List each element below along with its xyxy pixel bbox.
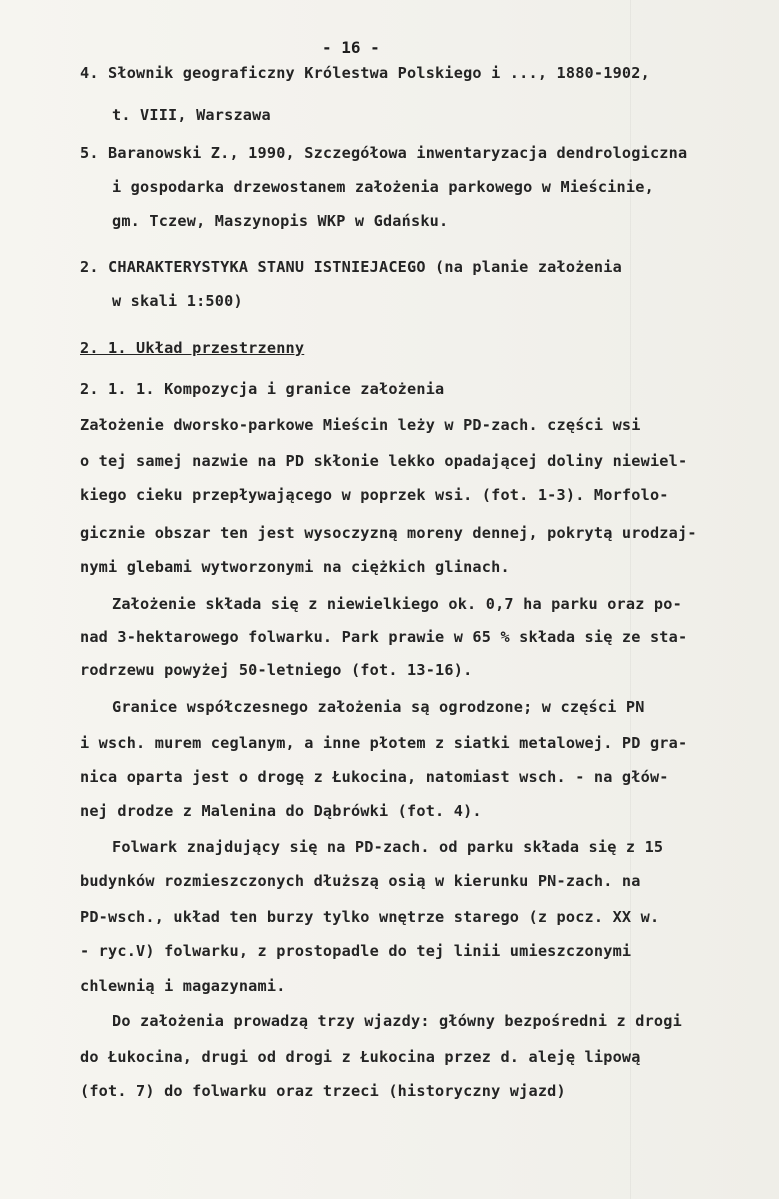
body-line: (fot. 7) do folwarku oraz trzeci (historyczny wjazd) [80,1082,566,1100]
body-line: nej drodze z Malenina do Dąbrówki (fot. 4). [80,802,482,820]
body-line: - ryc.V) folwarku, z prostopadle do tej linii umieszczonymi [80,942,632,960]
body-line: rodrzewu powyżej 50-letniego (fot. 13-16). [80,661,473,679]
body-line: nad 3-hektarowego folwarku. Park prawie w 65 % składa się ze sta- [80,628,688,646]
bibliography-item-5-line-1: 5. Baranowski Z., 1990, Szczegółowa inwentaryzacja dendrologiczna [80,144,688,162]
bibliography-item-4-line-2: t. VIII, Warszawa [112,106,271,124]
body-line: o tej samej nazwie na PD skłonie lekko opadającej doliny niewiel- [80,452,688,470]
bibliography-item-5-line-2: i gospodarka drzewostanem założenia parkowego w Mieścinie, [112,178,654,196]
body-line: nymi glebami wytworzonymi na ciężkich glinach. [80,558,510,576]
subsubsection-heading: 2. 1. 1. Kompozycja i granice założenia [80,380,445,398]
bibliography-item-5-line-3: gm. Tczew, Maszynopis WKP w Gdańsku. [112,212,449,230]
body-line: PD-wsch., układ ten burzy tylko wnętrze starego (z pocz. XX w. [80,908,660,926]
page-number: - 16 - [322,38,380,57]
section-heading-line-2: w skali 1:500) [112,292,243,310]
body-line: budynków rozmieszczonych dłuższą osią w kierunku PN-zach. na [80,872,641,890]
body-line: Granice współczesnego założenia są ogrodzone; w części PN [112,698,645,716]
body-line: Założenie składa się z niewielkiego ok. 0,7 ha parku oraz po- [112,595,682,613]
body-line: kiego cieku przepływającego w poprzek wsi. (fot. 1-3). Morfolo- [80,486,669,504]
body-line: Folwark znajdujący się na PD-zach. od parku składa się z 15 [112,838,664,856]
body-line: do Łukocina, drugi od drogi z Łukocina przez d. aleję lipową [80,1048,641,1066]
section-heading-line-1: 2. CHARAKTERYSTYKA STANU ISTNIEJACEGO (na planie założenia [80,258,622,276]
body-line: i wsch. murem ceglanym, a inne płotem z siatki metalowej. PD gra- [80,734,688,752]
body-line: Do założenia prowadzą trzy wjazdy: główny bezpośredni z drogi [112,1012,682,1030]
body-line: gicznie obszar ten jest wysoczyzną moreny dennej, pokrytą urodzaj- [80,524,697,542]
body-line: Założenie dworsko-parkowe Mieścin leży w PD-zach. części wsi [80,416,641,434]
bibliography-item-4-line-1: 4. Słownik geograficzny Królestwa Polskiego i ..., 1880-1902, [80,64,650,82]
body-line: chlewnią i magazynami. [80,977,286,995]
subsection-heading: 2. 1. Układ przestrzenny [80,339,305,357]
body-line: nica oparta jest o drogę z Łukocina, natomiast wsch. - na głów- [80,768,669,786]
